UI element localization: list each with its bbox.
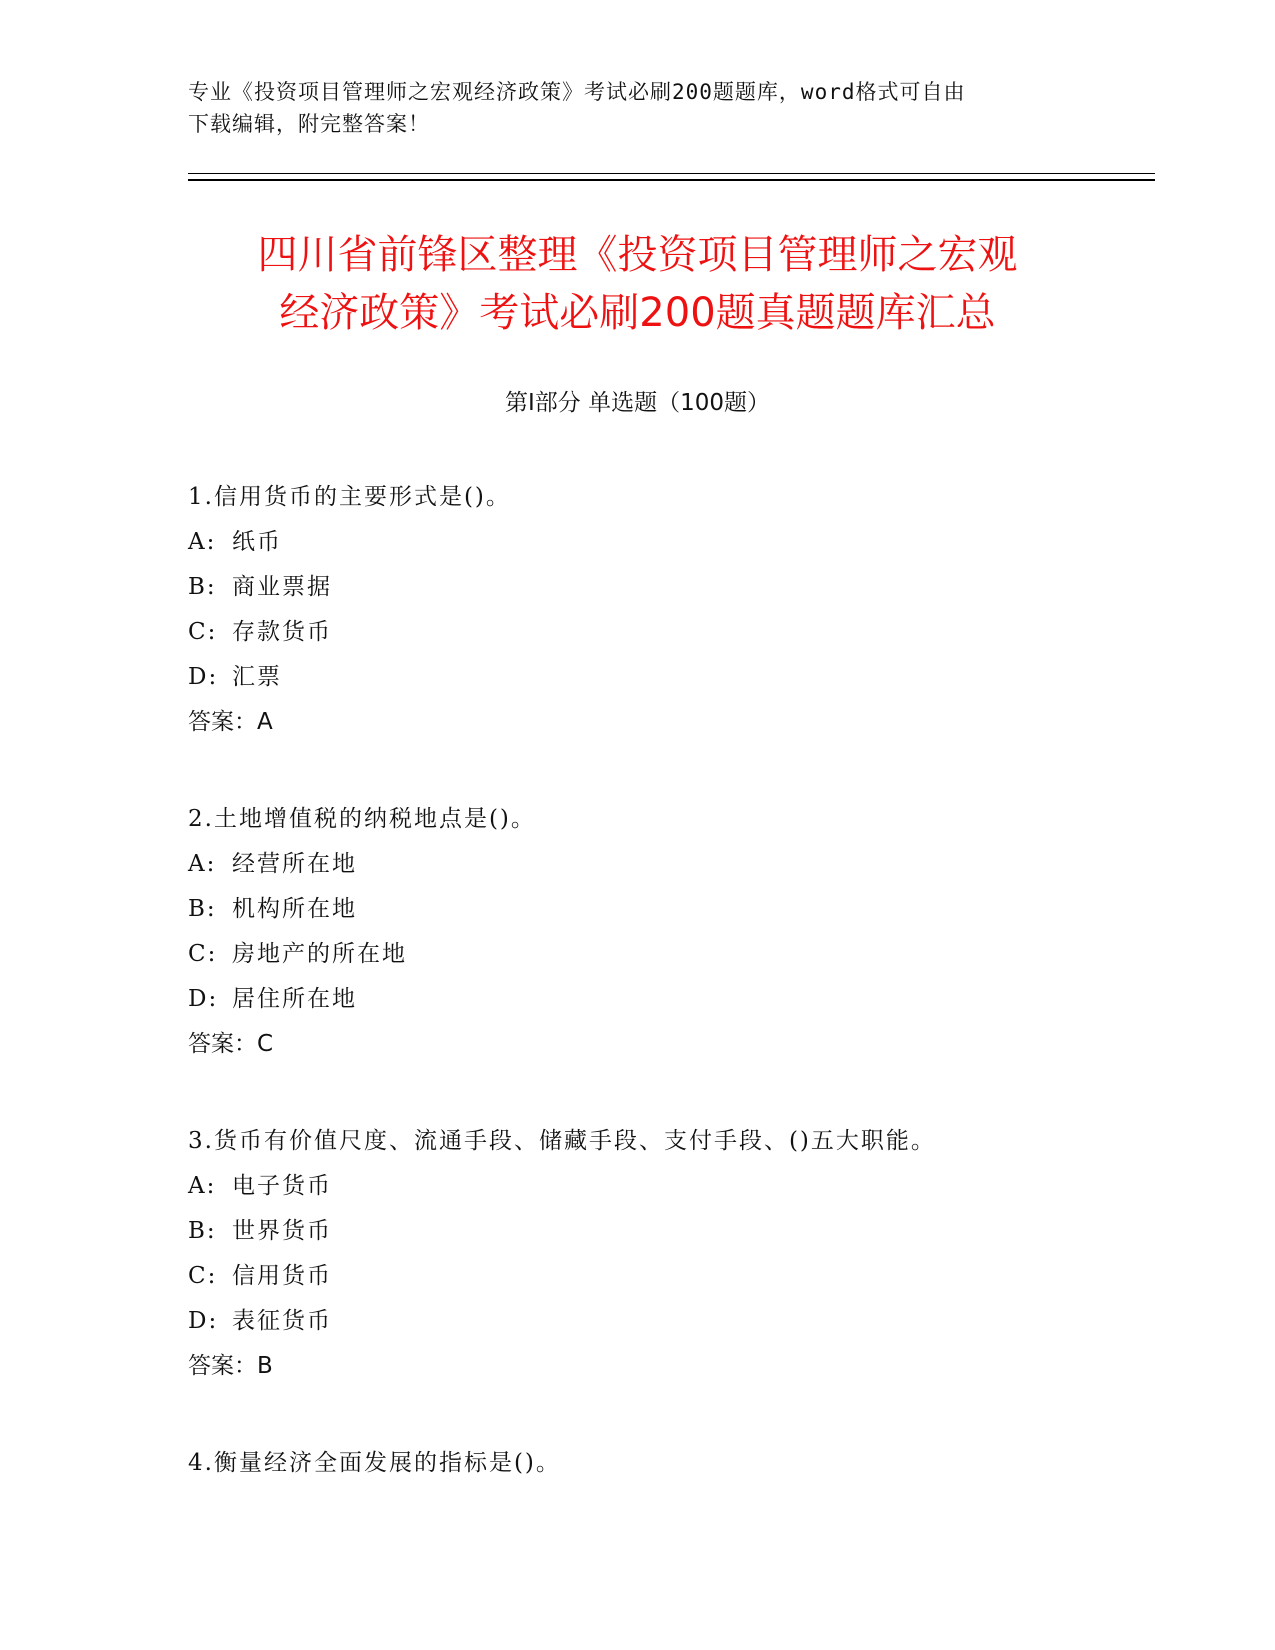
document-title [150, 226, 1125, 342]
option-letter: B: [188, 896, 217, 922]
answer-line: 答案：B [188, 1353, 273, 1379]
document-title-line1: 四川省前锋区整理《投资项目管理师之宏观 [257, 232, 1018, 278]
answer-line: 答案：A [188, 709, 273, 735]
option-b [188, 887, 1148, 932]
option-c [188, 610, 1148, 655]
question-list [188, 475, 1148, 1538]
option-a [188, 520, 1148, 565]
option-letter: D: [188, 664, 219, 690]
option-letter: C: [188, 619, 218, 645]
option-text: 机构所在地 [232, 896, 357, 922]
question-stem: 4.衡量经济全面发展的指标是()。 [188, 1450, 561, 1476]
option-text: 房地产的所在地 [232, 941, 407, 967]
question-3 [188, 1119, 1148, 1389]
section-title: 第Ⅰ部分 单选题（100题） [505, 390, 770, 416]
option-letter: B: [188, 574, 217, 600]
option-d [188, 1299, 1148, 1344]
option-letter: D: [188, 986, 219, 1012]
option-text: 纸币 [232, 529, 282, 555]
option-text: 存款货币 [232, 619, 332, 645]
option-text: 居住所在地 [232, 986, 357, 1012]
option-b [188, 565, 1148, 610]
question-4 [188, 1441, 1148, 1486]
option-text: 汇票 [232, 664, 282, 690]
question-stem: 3.货币有价值尺度、流通手段、储藏手段、支付手段、()五大职能。 [188, 1128, 936, 1154]
option-letter: A: [188, 1173, 217, 1199]
option-text: 世界货币 [232, 1218, 332, 1244]
option-text: 商业票据 [232, 574, 332, 600]
question-2 [188, 797, 1148, 1067]
question-1 [188, 475, 1148, 745]
header-divider-thick [188, 179, 1155, 181]
option-text: 信用货币 [232, 1263, 332, 1289]
header-note [188, 76, 1088, 140]
option-c [188, 932, 1148, 977]
option-a [188, 842, 1148, 887]
question-stem: 1.信用货币的主要形式是()。 [188, 484, 511, 510]
option-letter: C: [188, 941, 218, 967]
option-letter: B: [188, 1218, 217, 1244]
option-c [188, 1254, 1148, 1299]
question-stem: 2.土地增值税的纳税地点是()。 [188, 806, 536, 832]
option-text: 电子货币 [232, 1173, 332, 1199]
option-letter: C: [188, 1263, 218, 1289]
option-a [188, 1164, 1148, 1209]
option-letter: D: [188, 1308, 219, 1334]
option-letter: A: [188, 851, 217, 877]
option-d [188, 655, 1148, 700]
document-title-line2: 经济政策》考试必刷200题真题题库汇总 [279, 290, 996, 336]
answer-line: 答案：C [188, 1031, 274, 1057]
option-text: 表征货币 [232, 1308, 332, 1334]
header-divider-thin [188, 173, 1155, 174]
option-text: 经营所在地 [232, 851, 357, 877]
option-b [188, 1209, 1148, 1254]
header-note-line2: 下载编辑，附完整答案！ [188, 112, 430, 136]
option-letter: A: [188, 529, 217, 555]
option-d [188, 977, 1148, 1022]
header-note-line1: 专业《投资项目管理师之宏观经济政策》考试必刷200题题库，word格式可自由 [188, 80, 966, 104]
